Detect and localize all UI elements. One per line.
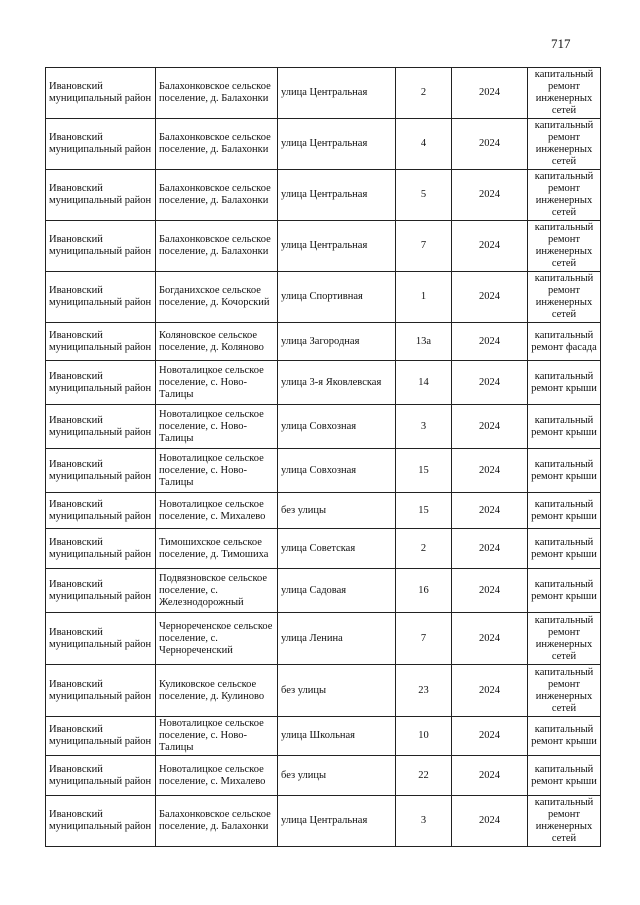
cell-settlement: Балахонковское сельское поселение, д. Балахонки bbox=[156, 119, 278, 170]
cell-district: Ивановский муниципальный район bbox=[46, 529, 156, 569]
cell-street: улица Спортивная bbox=[278, 272, 396, 323]
cell-street: улица Ленина bbox=[278, 613, 396, 665]
cell-settlement: Балахонковское сельское поселение, д. Балахонки bbox=[156, 221, 278, 272]
cell-work: капитальный ремонт инженерных сетей bbox=[528, 221, 601, 272]
cell-district: Ивановский муниципальный район bbox=[46, 361, 156, 405]
table-row bbox=[46, 68, 601, 119]
cell-year: 2024 bbox=[452, 449, 528, 493]
cell-year: 2024 bbox=[452, 665, 528, 717]
cell-year: 2024 bbox=[452, 717, 528, 756]
cell-street: улица Центральная bbox=[278, 170, 396, 221]
cell-work: капитальный ремонт инженерных сетей bbox=[528, 796, 601, 847]
cell-year: 2024 bbox=[452, 613, 528, 665]
table-row bbox=[46, 119, 601, 170]
cell-house: 15 bbox=[396, 493, 452, 529]
cell-house: 23 bbox=[396, 665, 452, 717]
cell-settlement: Тимошихское сельское поселение, д. Тимошиха bbox=[156, 529, 278, 569]
cell-settlement: Куликовское сельское поселение, д. Кулиново bbox=[156, 665, 278, 717]
cell-street: без улицы bbox=[278, 756, 396, 796]
cell-settlement: Чернореченское сельское поселение, с. Чернореченский bbox=[156, 613, 278, 665]
cell-settlement: Балахонковское сельское поселение, д. Балахонки bbox=[156, 170, 278, 221]
cell-district: Ивановский муниципальный район bbox=[46, 405, 156, 449]
page-number: 717 bbox=[551, 36, 571, 51]
cell-house: 2 bbox=[396, 68, 452, 119]
cell-year: 2024 bbox=[452, 170, 528, 221]
cell-year: 2024 bbox=[452, 569, 528, 613]
cell-house: 3 bbox=[396, 796, 452, 847]
cell-district: Ивановский муниципальный район bbox=[46, 221, 156, 272]
table-row bbox=[46, 796, 601, 847]
cell-settlement: Новоталицкое сельское поселение, с. Ново-Талицы bbox=[156, 361, 278, 405]
cell-house: 15 bbox=[396, 449, 452, 493]
cell-street: улица Загородная bbox=[278, 323, 396, 361]
cell-house: 1 bbox=[396, 272, 452, 323]
cell-street: улица Совхозная bbox=[278, 405, 396, 449]
cell-street: улица Центральная bbox=[278, 796, 396, 847]
registry-table bbox=[45, 67, 601, 847]
cell-district: Ивановский муниципальный район bbox=[46, 170, 156, 221]
cell-district: Ивановский муниципальный район bbox=[46, 493, 156, 529]
cell-work: капитальный ремонт крыши bbox=[528, 405, 601, 449]
cell-street: без улицы bbox=[278, 665, 396, 717]
cell-street: улица Советская bbox=[278, 529, 396, 569]
cell-house: 16 bbox=[396, 569, 452, 613]
cell-street: улица Садовая bbox=[278, 569, 396, 613]
cell-district: Ивановский муниципальный район bbox=[46, 756, 156, 796]
table-row bbox=[46, 170, 601, 221]
cell-district: Ивановский муниципальный район bbox=[46, 272, 156, 323]
cell-house: 3 bbox=[396, 405, 452, 449]
table-row bbox=[46, 613, 601, 665]
cell-work: капитальный ремонт инженерных сетей bbox=[528, 613, 601, 665]
cell-house: 7 bbox=[396, 221, 452, 272]
cell-street: без улицы bbox=[278, 493, 396, 529]
cell-work: капитальный ремонт крыши bbox=[528, 493, 601, 529]
table-row bbox=[46, 529, 601, 569]
cell-year: 2024 bbox=[452, 272, 528, 323]
table-row bbox=[46, 323, 601, 361]
cell-street: улица Центральная bbox=[278, 68, 396, 119]
cell-year: 2024 bbox=[452, 361, 528, 405]
cell-house: 22 bbox=[396, 756, 452, 796]
cell-year: 2024 bbox=[452, 221, 528, 272]
cell-settlement: Балахонковское сельское поселение, д. Балахонки bbox=[156, 68, 278, 119]
cell-house: 5 bbox=[396, 170, 452, 221]
cell-work: капитальный ремонт инженерных сетей bbox=[528, 665, 601, 717]
cell-street: улица Совхозная bbox=[278, 449, 396, 493]
cell-settlement: Коляновское сельское поселение, д. Коляново bbox=[156, 323, 278, 361]
cell-district: Ивановский муниципальный район bbox=[46, 717, 156, 756]
table-row bbox=[46, 449, 601, 493]
cell-work: капитальный ремонт крыши bbox=[528, 361, 601, 405]
cell-house: 13а bbox=[396, 323, 452, 361]
cell-district: Ивановский муниципальный район bbox=[46, 119, 156, 170]
table-row bbox=[46, 272, 601, 323]
cell-work: капитальный ремонт крыши bbox=[528, 569, 601, 613]
cell-settlement: Богданихское сельское поселение, д. Кочорский bbox=[156, 272, 278, 323]
cell-settlement: Новоталицкое сельское поселение, с. Михалево bbox=[156, 493, 278, 529]
cell-work: капитальный ремонт крыши bbox=[528, 529, 601, 569]
cell-settlement: Балахонковское сельское поселение, д. Балахонки bbox=[156, 796, 278, 847]
cell-street: улица Школьная bbox=[278, 717, 396, 756]
cell-work: капитальный ремонт инженерных сетей bbox=[528, 119, 601, 170]
cell-street: улица Центральная bbox=[278, 221, 396, 272]
cell-street: улица Центральная bbox=[278, 119, 396, 170]
cell-settlement: Новоталицкое сельское поселение, с. Ново-Талицы bbox=[156, 449, 278, 493]
cell-district: Ивановский муниципальный район bbox=[46, 665, 156, 717]
table-row bbox=[46, 361, 601, 405]
cell-settlement: Новоталицкое сельское поселение, с. Ново-Талицы bbox=[156, 717, 278, 756]
cell-settlement: Новоталицкое сельское поселение, с. Михалево bbox=[156, 756, 278, 796]
cell-district: Ивановский муниципальный район bbox=[46, 613, 156, 665]
cell-district: Ивановский муниципальный район bbox=[46, 323, 156, 361]
cell-house: 14 bbox=[396, 361, 452, 405]
table-row bbox=[46, 221, 601, 272]
cell-work: капитальный ремонт крыши bbox=[528, 449, 601, 493]
cell-house: 10 bbox=[396, 717, 452, 756]
cell-district: Ивановский муниципальный район bbox=[46, 68, 156, 119]
cell-year: 2024 bbox=[452, 529, 528, 569]
cell-year: 2024 bbox=[452, 405, 528, 449]
table-row bbox=[46, 405, 601, 449]
cell-year: 2024 bbox=[452, 796, 528, 847]
cell-year: 2024 bbox=[452, 323, 528, 361]
table-row bbox=[46, 493, 601, 529]
cell-settlement: Новоталицкое сельское поселение, с. Ново-Талицы bbox=[156, 405, 278, 449]
cell-work: капитальный ремонт крыши bbox=[528, 717, 601, 756]
table-row bbox=[46, 717, 601, 756]
cell-house: 2 bbox=[396, 529, 452, 569]
cell-street: улица 3-я Яковлевская bbox=[278, 361, 396, 405]
cell-district: Ивановский муниципальный район bbox=[46, 569, 156, 613]
cell-district: Ивановский муниципальный район bbox=[46, 796, 156, 847]
cell-year: 2024 bbox=[452, 119, 528, 170]
cell-house: 4 bbox=[396, 119, 452, 170]
cell-year: 2024 bbox=[452, 756, 528, 796]
cell-district: Ивановский муниципальный район bbox=[46, 449, 156, 493]
table-body bbox=[46, 68, 601, 847]
cell-house: 7 bbox=[396, 613, 452, 665]
table-row bbox=[46, 569, 601, 613]
cell-work: капитальный ремонт крыши bbox=[528, 756, 601, 796]
cell-settlement: Подвязновское сельское поселение, с. Железнодорожный bbox=[156, 569, 278, 613]
cell-work: капитальный ремонт инженерных сетей bbox=[528, 272, 601, 323]
table-row bbox=[46, 665, 601, 717]
cell-work: капитальный ремонт инженерных сетей bbox=[528, 68, 601, 119]
cell-year: 2024 bbox=[452, 68, 528, 119]
cell-work: капитальный ремонт фасада bbox=[528, 323, 601, 361]
table-row bbox=[46, 756, 601, 796]
cell-work: капитальный ремонт инженерных сетей bbox=[528, 170, 601, 221]
cell-year: 2024 bbox=[452, 493, 528, 529]
